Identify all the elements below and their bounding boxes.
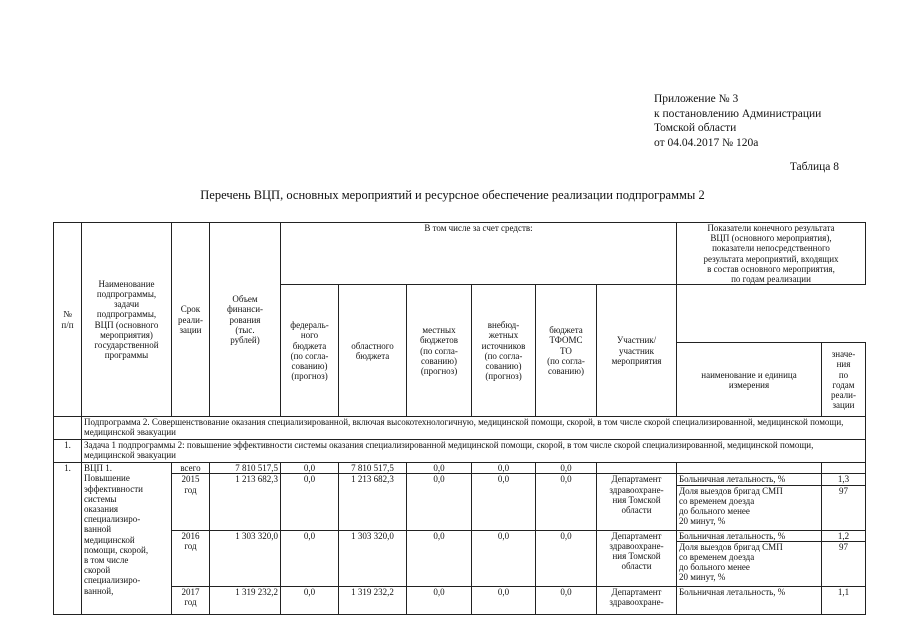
year-term: 2016 год [172, 530, 210, 586]
year-participant: Департамент здравоохране- [597, 586, 677, 614]
total-federal: 0,0 [281, 463, 339, 474]
total-tfoms: 0,0 [536, 463, 597, 474]
vcp-num: 1. [54, 463, 82, 615]
year-local: 0,0 [407, 474, 472, 530]
year-tfoms: 0,0 [536, 530, 597, 586]
vcp-description: Повышение эффективности системы оказания специализиро- ванной медицинской помощи, скорой, в том числе скорой специализиро- ванной, [84, 473, 149, 596]
indicator-value: 1,1 [822, 586, 866, 614]
total-volume: 7 810 517,5 [210, 463, 281, 474]
header-indicator-name: наименование и единица измерения [677, 343, 822, 417]
year-tfoms: 0,0 [536, 586, 597, 614]
total-term: всего [172, 463, 210, 474]
table-number: Таблица 8 [789, 161, 839, 173]
year-term: 2017 год [172, 586, 210, 614]
indicator-value: 1,3 [822, 474, 866, 485]
year-local: 0,0 [407, 586, 472, 614]
year-participant: Департамент здравоохране- ния Томской области [597, 474, 677, 530]
vcp-name-cell [82, 463, 172, 615]
indicator-value: 1,2 [822, 530, 866, 541]
task-num: 1. [54, 440, 82, 463]
appendix-line: от 04.04.2017 № 120а [654, 136, 759, 149]
year-federal: 0,0 [281, 586, 339, 614]
total-local: 0,0 [407, 463, 472, 474]
indicator-value: 97 [822, 541, 866, 586]
year-regional: 1 213 682,3 [339, 474, 407, 530]
year-regional: 1 319 232,2 [339, 586, 407, 614]
year-tfoms: 0,0 [536, 474, 597, 530]
resource-table [53, 222, 866, 615]
vcp-name: ВЦП 1. [84, 463, 113, 474]
appendix-block [654, 92, 821, 150]
indicator-value: 97 [822, 485, 866, 530]
header-participant: Участник/ участник мероприятия [597, 285, 677, 417]
appendix-line: к постановлению Администрации [654, 107, 822, 120]
header-federal: федераль- ного бюджета (по согла- сованию) (прогноз) [281, 285, 339, 417]
header-extra: внебюд- жетных источников (по согла- сованию) (прогноз) [472, 285, 536, 417]
appendix-line: Томской области [654, 122, 737, 134]
header-term: Срок реали- зации [172, 223, 210, 417]
subprogram-row: Подпрограмма 2. Совершенствование оказания специализированной, включая высокотехнологичную, медицинской помощи, скорой, в том числе скорой специализированной, медицинской помощи, медицинской эвакуации [82, 417, 866, 440]
header-regional: областного бюджета [339, 285, 407, 417]
year-participant: Департамент здравоохране- ния Томской области [597, 530, 677, 586]
year-volume: 1 319 232,2 [210, 586, 281, 614]
header-name: Наименование подпрограммы, задачи подпрограммы, ВЦП (основного мероприятия) государственной программы [82, 223, 172, 417]
header-including: В том числе за счет средств: [281, 223, 677, 285]
indicator-name: Доля выездов бригад СМП со временем доезда до больного менее 20 минут, % [677, 485, 822, 530]
year-term: 2015 год [172, 474, 210, 530]
document-title: Перечень ВЦП, основных мероприятий и ресурсное обеспечение реализации подпрограммы 2 [200, 188, 705, 202]
year-extra: 0,0 [472, 586, 536, 614]
total-extra: 0,0 [472, 463, 536, 474]
header-local: местных бюджетов (по согла- сованию) (прогноз) [407, 285, 472, 417]
task-row: Задача 1 подпрограммы 2: повышение эффективности системы оказания специализированной медицинской помощи, скорой, в том числе скорой специализированной, медицинской помощи, медицинской эвакуации [82, 440, 866, 463]
year-federal: 0,0 [281, 474, 339, 530]
total-regional: 7 810 517,5 [339, 463, 407, 474]
header-indicators: Показатели конечного результата ВЦП (основного мероприятия), показатели непосредственного результата мероприятий, входящих в состав основного мероприятия, по годам реализации [677, 223, 866, 285]
header-indicator-value: значе- ния по годам реали- зации [822, 343, 866, 417]
header-volume: Объем финанси- рования (тыс. рублей) [210, 223, 281, 417]
indicator-name: Доля выездов бригад СМП со временем доезда до больного менее 20 минут, % [677, 541, 822, 586]
indicator-name: Больничная летальность, % [677, 530, 822, 541]
indicator-name: Больничная летальность, % [677, 586, 822, 614]
indicator-name: Больничная летальность, % [677, 474, 822, 485]
header-num: № п/п [54, 223, 82, 417]
year-extra: 0,0 [472, 530, 536, 586]
year-federal: 0,0 [281, 530, 339, 586]
header-tfoms: бюджета ТФОМС ТО (по согла- сованию) [536, 285, 597, 417]
year-volume: 1 303 320,0 [210, 530, 281, 586]
appendix-line: Приложение № 3 [654, 93, 739, 105]
year-volume: 1 213 682,3 [210, 474, 281, 530]
year-regional: 1 303 320,0 [339, 530, 407, 586]
year-local: 0,0 [407, 530, 472, 586]
year-extra: 0,0 [472, 474, 536, 530]
